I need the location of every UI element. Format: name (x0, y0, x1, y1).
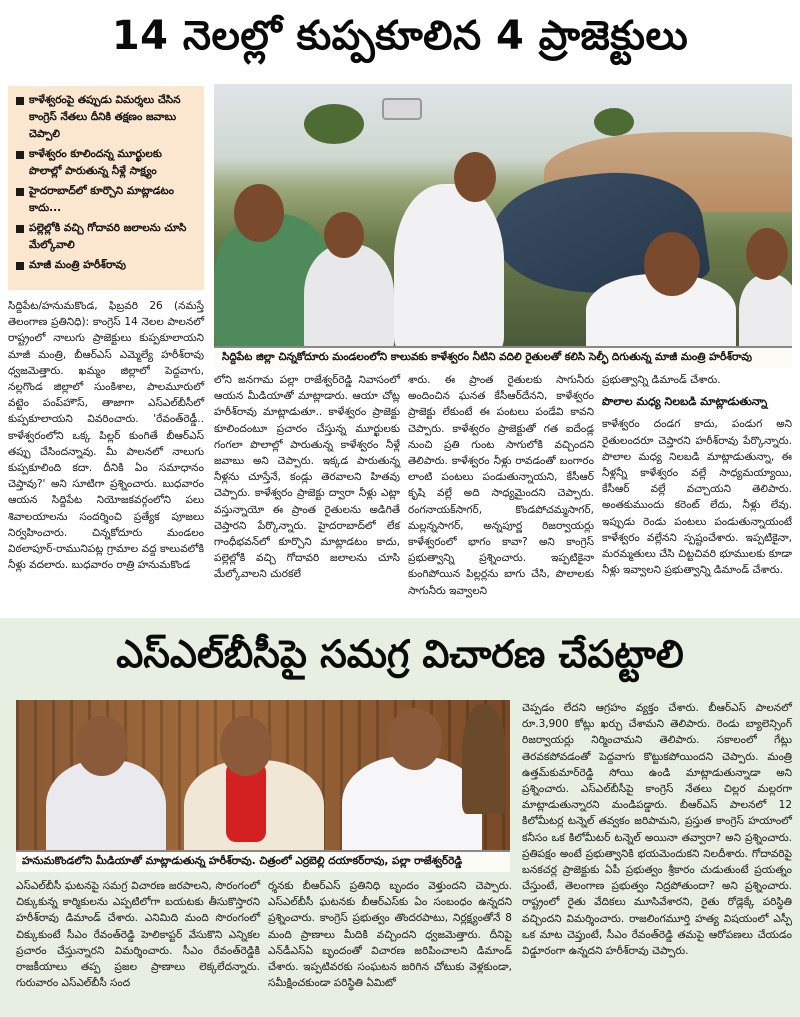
photo-person (394, 184, 504, 346)
article-column: ఎస్ఎల్‌బీసీ ఘటనపై సమగ్ర విచారణ జరపాలని, సొరంగంలో చిక్కుకున్న కార్మికులను ఎప్పటిలోగా బయటకు తీసుకొస్తారని హరీశ్‌రావు డిమాండ్ చేశారు. ఎనిమిది మంది సొరంగంలో చిక్కుకుంటే సీఎం రేవంత్‌రెడ్డి హెలికాప్టర్ వేసుకొని ఎన్నికల ప్రచారం చేస్తున్నారని విమర్శించారు. సీఎం రేవంత్‌రెడ్డికి రాజకీయాలు తప్ప ప్రజల ప్రాణాలు లెక్కలేదన్నారు. గురువారం ఎస్ఎల్‌బీసీ సంద (16, 880, 260, 990)
photo-caption: సిద్దిపేట జిల్లా చిన్నకోదూరు మండలంలోని కాలువకు కాళేశ్వరం నీటిని వదిలి రైతులతో కలిసి సెల్ఫీ దిగుతున్న మాజీ మంత్రి హరీశ్‌రావు (214, 346, 792, 368)
article-column: లోని జనగామ పల్లా రాజేశ్వర్‌రెడ్డి నివాసంలో ఆయన మీడియాతో మాట్లాడారు. ఆయా చోట్ల హరీశ్‌రావు మాట్లాడుతూ.. కాళేశ్వరం ప్రాజెక్టు కూలిందంటూ ప్రచారం చేస్తున్న మూర్ఖులకు గంగలా పొలాల్లో పారుతున్న కాళేశ్వరం నీళ్లే జవాబు అని చెప్పారు. ఇక్కడ పారుతున్న నీళ్లను చూస్తేనే, కండ్లు తెరవాలని హితవు చెప్పారు. కాళేశ్వరం ప్రాజెక్టు ద్వారా నీళ్లు ఎట్లా వస్తున్నాయో ఈ ప్రాంత రైతులను అడిగితే చెప్తారని పేర్కొన్నారు. హైదరాబాద్‌లో లేక గాంధీభవన్‌లో కూర్చొని మాట్లాడటం కాదు, పల్లెల్లోకి వచ్చి గోదావరి జలాలను చూసి మేల్కోవాలని చురకలే (214, 374, 400, 581)
article-column (602, 372, 792, 578)
highlight-bullet: హైదరాబాద్‌లో కూర్చొని మాట్లాడటం కాదు... (16, 183, 198, 217)
highlight-bullet: కాళేశ్వరం కూలిందన్న మూర్ఖులకు పొలాల్లో పారుతున్న నీళ్లే సాక్ష్యం (16, 146, 198, 180)
highlights-box (8, 86, 204, 290)
photo-tree (594, 108, 634, 136)
bullet-square-icon (16, 151, 24, 159)
photo-person (304, 244, 394, 346)
article-column: శారు. ఈ ప్రాంత రైతులకు సాగునీరు అందించిన ఘనత కేసీఆర్‌దేనని, కాళేశ్వరం ప్రాజెక్టు లేకుంటే ఈ పంటలు పండేవి కావని చెప్పారు. కాళేశ్వరం ప్రాజెక్టుతో గత ఐదేండ్ల నుంచి ప్రతి గుంట సాగులోకి వచ్చిందని తెలిపారు. కాళేశ్వరం నీళ్లు రావడంతో బంగారం లాంటి పంటలు పండుతున్నాయని, కేసీఆర్ కృషి వల్లే అది సాధ్యమైందని చెప్పారు. రంగనాయక్‌సాగర్, కొండపోచమ్మసాగర్, మల్లన్నసాగర్, అన్నపూర్ణ రిజర్వాయర్లు కాళేశ్వరంలో భాగం కావా? అని కాంగ్రెస్ ప్రభుత్వాన్ని ప్రశ్నించారు. ఇప్పటికైనా కుంగిపోయిన పిల్లర్లను బాగు చేసి, పొలాలకు సాగునీరు ఇవ్వాలని (408, 374, 594, 597)
photo-person-head (234, 184, 284, 242)
article-column: ర్శనకు బీఆర్ఎస్ ప్రతినిధి బృందం వెళ్తుందని చెప్పారు. ఎస్ఎల్‌బీసీ ఘటనకు బీఆర్ఎస్‌కు ఏం సంబంధం ఉన్నదని ప్రశ్నించారు. కాంగ్రెస్ ప్రభుత్వం తొందరపాటు, నిర్లక్ష్యంతోనే 8 మంది ప్రాణాలు మీదికి వచ్చిందని ధ్వజమెత్తారు. దీనిపై ఎన్‌డీఎస్‌ఏ బృందంతో విచారణ జరిపించాలని డిమాండ్ చేశారు. ఇప్పటివరకు సంఘటన జరిగిన చోటుకు వెళ్లకుండా, సమీక్షించకుండా పరిస్థితి ఏమిటో (268, 880, 512, 990)
photo-person-head (388, 708, 442, 770)
bullet-square-icon (16, 97, 24, 105)
article-text: ప్రభుత్వాన్ని డిమాండ్ చేశారు. (602, 374, 721, 386)
highlight-bullet: పల్లెల్లోకి వచ్చి గోదావరి జలాలను చూసి మేల్కోవాలి (16, 220, 198, 254)
phone-icon (382, 98, 422, 120)
headline-bottom: ఎస్ఎల్‌బీసీపై సమగ్ర విచారణ చేపట్టాలి (116, 632, 684, 676)
article-column: సిద్దిపేట/హనుమకొండ, ఫిబ్రవరి 26 (నమస్తే తెలంగాణ ప్రతినిధి): కాంగ్రెస్ 14 నెలల పాలనలో రాష్ట్రంలో నాలుగు ప్రాజెక్టులు కుప్పకూలాయని మాజీ మంత్రి, బీఆర్ఎస్ ఎమ్మెల్యే హరీశ్‌రావు ధ్వజమెత్తారు. ఖమ్మం జిల్లాలో పెద్దవాగు, నల్లగొండ జిల్లాలో సుంకిశాల, పాలమూరులో వట్టెం పంప్‌హౌస్, తాజాగా ఎస్ఎల్‌బీసీలో కుప్పకూలాయని వివరించారు. 'రేవంత్‌రెడ్డీ.. కాళేశ్వరంలోని ఒక్క పిల్లర్ కుంగితే బీఆర్ఎస్ తప్పు చేసిందన్నావు. మీ పాలనలో నాలుగు కుప్పకూలింది కదా. దీనికి ఏం సమాధానం చెప్తావు?' అని సూటిగా ప్రశ్నించారు. బుధవారం ఆయన సిద్దిపేట నియోజకవర్గంలోని పలు శివాలయాలను సందర్శించి ప్రత్యేక పూజలు నిర్వహించారు. చిన్నకోదూరు మండలం విఠలాపూర్-రామునిపట్ల గ్రామాల వద్ద కాలువలోకి నీళ్లు వదలారు. బుధవారం రాత్రి హనుమకొండ (8, 300, 204, 572)
photo-person-head (644, 232, 700, 296)
bullet-square-icon (16, 262, 24, 270)
photo-person-head (324, 212, 364, 258)
press-meet-photo (16, 700, 510, 850)
article-subheading: పొలాల మధ్య నిలబడి మాట్లాడుతున్నా (602, 395, 768, 409)
highlight-bullet: కాళేశ్వరంపై తప్పుడు విమర్శలు చేసిన కాంగ్రెస్ నేతలు దీనికి తక్షణం జవాబు చెప్పాలి (16, 92, 198, 143)
headline-top: 14 నెలల్లో కుప్పకూలిన 4 ప్రాజెక్టులు (111, 13, 689, 59)
photo-person-head (76, 716, 128, 776)
article-column: చెప్పడం లేదని ఆగ్రహం వ్యక్తం చేశారు. బీఆర్ఎస్ పాలనలో రూ.3,900 కోట్లు ఖర్చు చేశామని తెలిపారు. రెండు బ్యాలెన్సింగ్ రిజర్వాయర్లు నిర్మించామని తెలిపారు. సకాలంలో గేట్లు తెరవకపోవడంతో పెద్దవాగు కొట్టుకపోయిందని చెప్పారు. మంత్రి ఉత్తమ్‌కుమార్‌రెడ్డి సోయి ఉండి మాట్లాడుతున్నాడా అని ప్రశ్నించారు. ఎస్ఎల్‌బీసీపై కాంగ్రెస్ నేతలు చిల్లర మల్లరగా మాట్లాడుతున్నారని మండిపడ్డారు. బీఆర్ఎస్ పాలనలో 12 కిలోమీటర్ల టన్నెల్ తవ్వకం జరిపామని, ప్రస్తుత కాంగ్రెస్ హయాంలో కనీసం ఒక కిలోమీటర్ టన్నెల్ అయినా తవ్వారా? అని ప్రశ్నించారు. ప్రతిపక్షం అంటే ప్రభుత్వానికి భయమెందుకని నిలదీశారు. గోదావరిపై బనకచర్ల ప్రాజెక్టుకు ఏపీ ప్రభుత్వం శ్రీకారం చుడుతుంటే ప్రయత్నం చేస్తుంటే, తెలంగాణ ప్రభుత్వం నిద్రపోతుందా? అని ప్రశ్నించారు. రాష్ట్రంలో రైతు వేదికలు మూసివేశారని, రైతు రోడ్లెక్కే పరిస్థితి వచ్చిందని విమర్శించారు. రాజలింగమూర్తి హత్య విషయంలో ఎస్పీ ఒక మాట చెప్తుంటే, సీఎం రేవంత్‌రెడ్డి తమపై ఆరోపణలు చేయడం విడ్డూరంగా ఉన్నదని హరీశ్‌రావు చెప్పారు. (522, 702, 792, 958)
photo-person-head (746, 228, 788, 280)
photo-person-head (454, 152, 496, 202)
bullet-square-icon (16, 225, 24, 233)
photo-person-head (220, 716, 272, 776)
highlight-bullet: మాజీ మంత్రి హరీశ్‌రావు (16, 257, 198, 274)
photo-person (739, 274, 792, 346)
photo-caption: హనుమకొండలోని మీడియాతో మాట్లాడుతున్న హరీశ్‌రావు. చిత్రంలో ఎర్రబెల్లి దయాకర్‌రావు, పల్లా రాజేశ్వర్‌రెడ్డి (16, 850, 510, 872)
selfie-photo (214, 84, 792, 346)
photo-person (342, 756, 482, 850)
bullet-square-icon (16, 188, 24, 196)
article-text: కాళేశ్వరం దండగ కాదు, పండుగ అని రైతులందరూ చెప్తారని హరీశ్‌రావు పేర్కొన్నారు. పొలాల మధ్య నిలబడి మాట్లాడుతున్నా, ఈ నీళ్లన్నీ కాళేశ్వరం వల్లే సాధ్యమయ్యాయి, కేసీఆర్ వల్లే వచ్చాయని తెలిపారు. అంతకుముందు కరెంట్ లేదు, నీళ్లు లేవు. ఇప్పుడు రెండు పంటలు పండుతున్నాయంటే కాళేశ్వరం వల్లేనని స్పష్టంచేశారు. ఇప్పటికైనా, మరమ్మతులు చేసి చిట్టచివరి భూములకు కూడా నీళ్లు ఇవ్వాలని ప్రభుత్వాన్ని డిమాండ్ చేశారు. (602, 418, 792, 577)
photo-tree (304, 104, 364, 144)
statue-figure (462, 704, 506, 814)
